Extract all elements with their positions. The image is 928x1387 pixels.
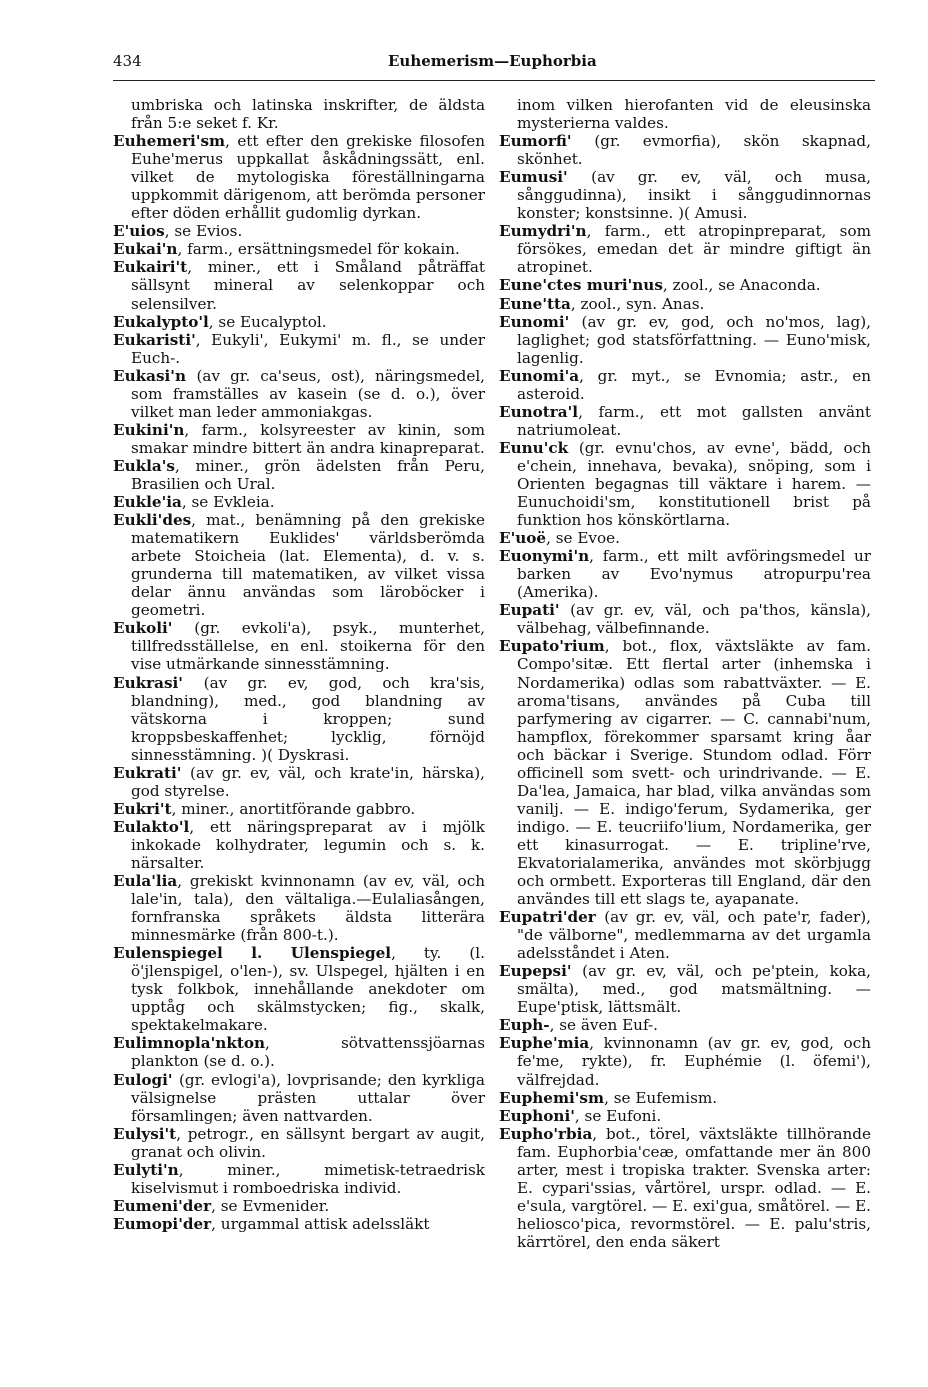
- headword: Euonymi'n: [499, 547, 590, 566]
- headword: Eukasi'n: [113, 366, 197, 385]
- entry: Eumeni'der, se Evmenider.: [113, 1196, 330, 1215]
- entry: Eulakto'l, ett näringspreparat av i mjölk inkokade kolhydrater, legumin och s. k. närsalter.: [113, 817, 485, 872]
- headword: Euphemi'sm: [499, 1088, 605, 1107]
- entry: Eukle'ia, se Evkleia.: [113, 493, 275, 512]
- headword: Eukaristi': [113, 330, 196, 349]
- entry: Eukasi'n (av gr. ca'seus, ost), näringsmedel, som framställes av kasein (se d. o.), över vilket man leder ammoniakgas.: [113, 366, 486, 421]
- entry: Eukai'n, farm., ersättningsmedel för kokain.: [113, 240, 460, 259]
- headword: Eunotra'l: [499, 402, 579, 421]
- headword: Eukini'n: [113, 420, 185, 439]
- headword: Eulimnopla'nkton: [113, 1034, 266, 1053]
- headword: Eulogi': [113, 1070, 179, 1089]
- entry: Eukaristi', Eukyli', Eukymi' m. fl., se under Euch-.: [113, 330, 485, 367]
- entry: Eukrasi' (av gr. ev, god, och kra'sis, blandning), med., god blandning av vätskorna i kroppen; sund kroppsbeskaffenhet; lycklig, förnöjd sinnesstämning. )( Dyskrasi.: [113, 673, 485, 764]
- entry: Eupho'rbia, bot., törel, växtsläkte tillhörande fam. Euphorbia'ceæ, omfattande mer än 800 arter, mest i tropiska trakter. Svenska arter: E. cypari'ssias, vårtörel, urspr. odlad. — E. e'sula, vargtörel. — E. exi'gua, småtörel. — E. heliosco'pica, revormstörel. — E. palu'stris, kärrtörel, den enda säkert: [499, 1124, 871, 1251]
- entry: Euonymi'n, farm., ett milt avföringsmedel ur barken av Evo'nymus atropurpu'rea (Amerika).: [499, 547, 871, 602]
- right-column: [499, 96, 871, 1251]
- entry: Eumydri'n, farm., ett atropinpreparat, som försökes, emedan det är mindre giftigt än atropinet.: [499, 222, 871, 277]
- entry: Eulysi't, petrogr., en sällsynt bergart av augit, granat och olivin.: [113, 1124, 485, 1161]
- entry: Eukalypto'l, se Eucalyptol.: [113, 312, 327, 331]
- entry: Eulyti'n, miner., mimetisk-tetraedrisk kiselvismut i romboedriska individ.: [113, 1160, 485, 1197]
- entry: E'uios, se Evios.: [113, 222, 243, 241]
- headword: Eumorfi': [499, 132, 595, 151]
- headword: Eupato'rium: [499, 637, 605, 656]
- entry: umbriska och latinska inskrifter, de äldsta från 5:e seket f. Kr.: [131, 96, 485, 133]
- entry: Eulenspiegel l. Ulenspiegel, ty. (l. ö'jlenspigel, o'len-), sv. Ulspegel, hjälten i en tysk folkbok, innehållande anekdoter om upptåg och skälmstycken; fig., skalk, spektakelmakare.: [113, 944, 485, 1035]
- entry: Eumusi' (av gr. ev, väl, och musa, sånggudinna), insikt i sånggudinnornas konster; konstsinne. )( Amusi.: [499, 168, 871, 223]
- entry: Eukini'n, farm., kolsyreester av kinin, som smakar mindre bittert än andra kinapreparat.: [113, 420, 485, 457]
- left-column: [113, 96, 485, 1233]
- entry: Euhemeri'sm, ett efter den grekiske filosofen Euhe'merus uppkallat åskådningssätt, enl. vilket de mytologiska föreställningarna uppkommit därigenom, att berömda personer efter döden erhållit gudomlig dyrkan.: [113, 132, 485, 223]
- entry: Euphemi'sm, se Eufemism.: [499, 1088, 718, 1107]
- headword: Euph-: [499, 1016, 550, 1035]
- headword: Eulysi't: [113, 1124, 177, 1143]
- entry: Eukla's, miner., grön ädelsten från Peru, Brasilien och Ural.: [113, 456, 485, 493]
- headword: E'uoë: [499, 529, 547, 548]
- headword: Eukoli': [113, 619, 195, 638]
- headword: Eukri't: [113, 799, 172, 818]
- headword: Eupho'rbia: [499, 1124, 593, 1143]
- entry: Eukairi't, miner., ett i Småland påträffat sällsynt mineral av selenkoppar och selensilver.: [113, 258, 485, 313]
- headword: Eunomi'a: [499, 366, 580, 385]
- headword: Eune'tta: [499, 294, 571, 313]
- headword: Eulakto'l: [113, 817, 190, 836]
- entry: Eunu'ck (gr. evnu'chos, av evne', bädd, och e'chein, innehava, bevaka), snöping, som i Orienten begagnas till väktare i harem. — Eunuchoidi'sm, konstitutionell brist på funktion hos könskörtlarna.: [499, 438, 871, 530]
- entry: Eupatri'der (av gr. ev, väl, och pate'r, fader), "de välborne", medlemmarna av det urgamla adelsståndet i Aten.: [499, 908, 871, 963]
- entry: Eukli'des, mat., benämning på den grekiske matematikern Euklides' världsberömda arbete Stoicheia (lat. Elementa), d. v. s. grunderna till matematiken, av vilket vissa delar ännu användas som läroböcker i geometri.: [113, 511, 485, 620]
- headword: Euhemeri'sm: [113, 132, 226, 151]
- entry: Eukoli' (gr. evkoli'a), psyk., munterhet, tillfredsställelse, en enl. stoikerna för den vise utmärkande sinnesstämning.: [113, 619, 485, 674]
- entry: Eulimnopla'nkton, sötvattenssjöarnas plankton (se d. o.).: [113, 1034, 485, 1071]
- entry: Eunomi'a, gr. myt., se Evnomia; astr., en asteroid.: [499, 366, 871, 403]
- entry: Eupati' (av gr. ev, väl, och pa'thos, känsla), välbehag, välbefinnande.: [499, 601, 871, 638]
- entry: Euphe'mia, kvinnonamn (av gr. ev, god, och fe'me, rykte), fr. Euphémie (l. öfemi'), välfrejdad.: [499, 1034, 871, 1089]
- headword: E'uios: [113, 222, 165, 241]
- running-title: Euhemerism—Euphorbia: [388, 52, 597, 70]
- entry: inom vilken hierofanten vid de eleusinska mysterierna valdes.: [517, 96, 871, 133]
- header-rule: [113, 80, 875, 81]
- headword: Eune'ctes muri'nus: [499, 276, 663, 295]
- headword: Eukalypto'l: [113, 312, 209, 331]
- headword: Eukle'ia: [113, 493, 182, 512]
- entry: E'uoë, se Evoe.: [499, 529, 620, 548]
- entry: Eulogi' (gr. evlogi'a), lovprisande; den kyrkliga välsignelse prästen uttalar över församlingen; även nattvarden.: [113, 1070, 485, 1125]
- headword: Euphe'mia: [499, 1034, 590, 1053]
- headword: Eukli'des: [113, 511, 192, 530]
- entry: Eupepsi' (av gr. ev, väl, och pe'ptein, koka, smälta), med., god matsmältning. — Eupe'ptisk, lättsmält.: [499, 962, 871, 1017]
- headword: Eupatri'der: [499, 908, 605, 927]
- headword: Eumydri'n: [499, 222, 587, 241]
- headword: Eulyti'n: [113, 1160, 179, 1179]
- headword: Eukla's: [113, 456, 175, 475]
- page-number: 434: [113, 52, 142, 70]
- entry: Euph-, se även Euf-.: [499, 1016, 658, 1035]
- headword: Euphoni': [499, 1106, 575, 1125]
- entry: Eunomi' (av gr. ev, god, och no'mos, lag), laglighet; god statsförfattning. — Euno'misk, lagenlig.: [499, 312, 871, 367]
- entry: Eunotra'l, farm., ett mot gallsten använt natriumoleat.: [499, 402, 871, 439]
- entry: Eukri't, miner., anortitförande gabbro.: [113, 799, 416, 818]
- page-header: [113, 52, 875, 76]
- entry: Eupato'rium, bot., flox, växtsläkte av fam. Compo'sitæ. Ett flertal arter (inhemska i Nordamerika) odlas som rabattväxter. — E. aroma'tisans, användes på Cuba till parfymering av cigarrer. — C. cannabi'num, hampflox, förekommer sparsamt kring åar och bäckar i Sverige. Stundom odlad. Förr officinell som svett- och urindrivande. — E. Da'lea, Jamaica, har blad, vilka användas som vanilj. — E. indigo'ferum, Sydamerika, ger indigo. — E. teucriifo'lium, Nordamerika, ger ett kinasurrogat. — E. tripline'rve, Ekvatorialamerika, användes mot skörbjugg och ormbett. Exporteras till England, där den användes till ett slags te, ayapanate.: [499, 637, 871, 909]
- headword: Eumeni'der: [113, 1196, 212, 1215]
- headword: Eupati': [499, 601, 571, 620]
- headword: Eulenspiegel l. Ulenspiegel: [113, 944, 392, 963]
- headword: Eukai'n: [113, 240, 178, 259]
- headword: Eunu'ck: [499, 438, 579, 457]
- entry: Eumorfi' (gr. evmorfia), skön skapnad, skönhet.: [499, 132, 871, 169]
- headword: Eukrasi': [113, 673, 204, 692]
- entry: Eune'ctes muri'nus, zool., se Anaconda.: [499, 276, 821, 295]
- entry: Eumopi'der, urgammal attisk adelssläkt: [113, 1214, 430, 1233]
- headword: Eunomi': [499, 312, 582, 331]
- headword: Eumopi'der: [113, 1214, 212, 1233]
- headword: Eupepsi': [499, 962, 583, 981]
- entry: Eukrati' (av gr. ev, väl, och krate'in, härska), god styrelse.: [113, 763, 485, 800]
- headword: Eukairi't: [113, 258, 188, 277]
- entry: Eune'tta, zool., syn. Anas.: [499, 294, 705, 313]
- headword: Eumusi': [499, 168, 592, 187]
- headword: Eula'lia: [113, 872, 178, 891]
- headword: Eukrati': [113, 763, 191, 782]
- entry: Eula'lia, grekiskt kvinnonamn (av ev, väl, och lale'in, tala), den vältaliga.—Eulaliasången, fornfranska språkets äldsta litterära minnesmärke (från 800-t.).: [113, 872, 485, 945]
- entry: Euphoni', se Eufoni.: [499, 1106, 662, 1125]
